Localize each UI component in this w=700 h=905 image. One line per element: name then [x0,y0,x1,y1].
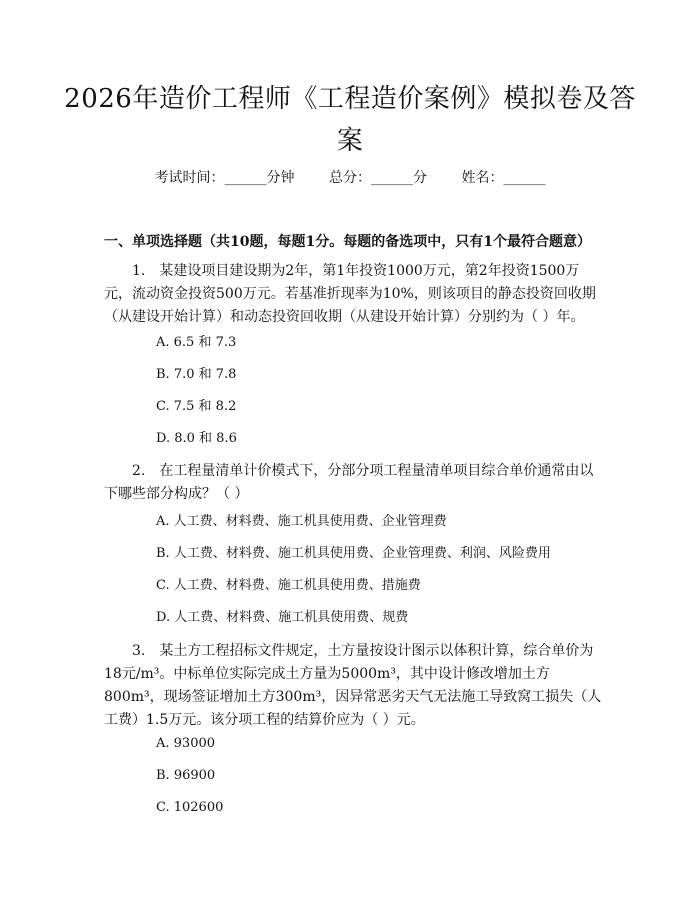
question-1-option-a: A. 6.5 和 7.3 [156,335,237,350]
question-2: 2. 在工程量清单计价模式下，分部分项工程量清单项目综合单价通常由以下哪些部分构成？（ ） [104,463,594,502]
question-1-option-d: D. 8.0 和 8.6 [156,431,237,446]
question-3-option-b: B. 96900 [156,768,216,783]
total-score-label: 总分：______分 [329,170,427,186]
section-heading-single-choice: 一、单项选择题（共10题，每题1分。每题的备选项中，只有1个最符合题意） [104,234,591,250]
exam-time-label: 考试时间：______分钟 [154,170,295,186]
question-2-option-d: D. 人工费、材料费、施工机具使用费、规费 [156,610,409,625]
question-1: 1. 某建设项目建设期为2年，第1年投资1000万元，第2年投资1500万元，流动资金投资500万元。若基准折现率为10%，则该项目的静态投资回收期（从建设开始计算）和动态投资回收期（从建设开始计算）分别约为（ ）年。 [104,263,596,325]
name-label: 姓名：______ [461,170,546,186]
question-2-option-c: C. 人工费、材料费、施工机具使用费、措施费 [156,578,421,593]
question-3-option-a: A. 93000 [156,736,216,751]
question-2-option-b: B. 人工费、材料费、施工机具使用费、企业管理费、利润、风险费用 [156,546,551,561]
question-2-option-a: A. 人工费、材料费、施工机具使用费、企业管理费 [156,514,447,529]
question-3: 3. 某土方工程招标文件规定，土方量按设计图示以体积计算，综合单价为18元/m³。中标单位实际完成土方量为5000m³，其中设计修改增加土方800m³，现场签证增加土方300m³，因异常恶劣天气无法施工导致窝工损失（人工费）1.5万元。该分项工程的结算价应为（ ）元。 [104,643,602,728]
question-1-option-c: C. 7.5 和 8.2 [156,399,237,414]
document-title: 2026年造价工程师《工程造价案例》模拟卷及答案 [64,84,636,156]
question-1-option-b: B. 7.0 和 7.8 [156,367,237,382]
exam-info [0,167,700,187]
question-3-option-c: C. 102600 [156,800,224,815]
